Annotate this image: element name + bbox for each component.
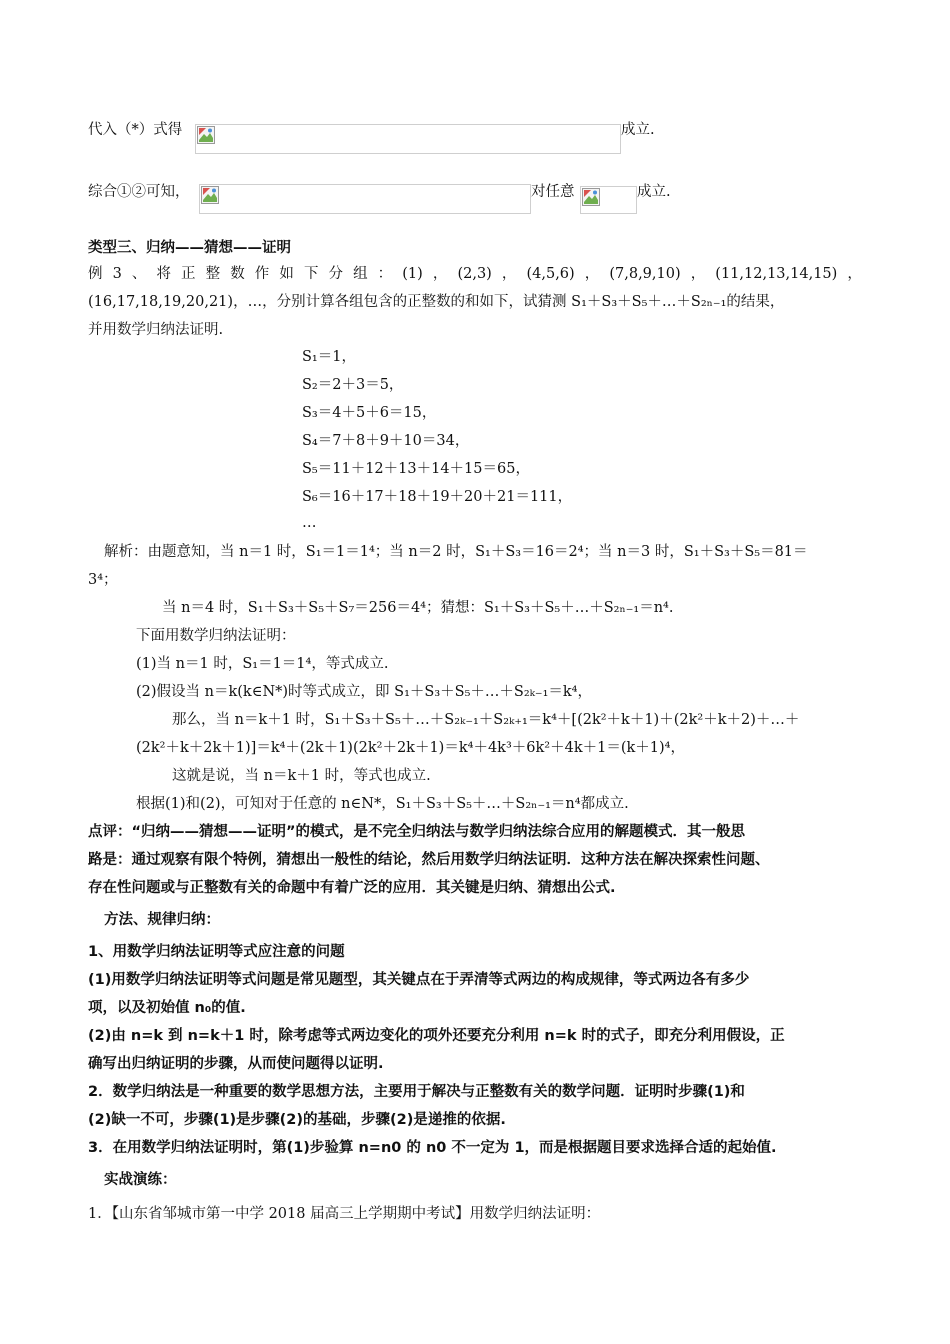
solution-line-3: 当 n＝4 时，S₁＋S₃＋S₅＋S₇＝256＝4⁴；猜想：S₁＋S₃＋S₅＋…＋S₂ₙ₋₁＝n⁴. — [162, 600, 674, 616]
example-token: (4,5,6) — [526, 266, 575, 282]
conclusion-line — [88, 182, 190, 202]
example-token: ， — [501, 266, 517, 282]
example-token: 整 — [205, 266, 221, 282]
sum-s4: S₄＝7＋8＋9＋10＝34， — [302, 433, 470, 449]
methods-p3b: (2)缺一不可，步骤(1)是步骤(2)的基础，步骤(2)是递推的依据. — [88, 1112, 506, 1128]
methods-heading-1: 1、用数学归纳法证明等式应注意的问题 — [88, 944, 345, 960]
practice-title: 实战演练： — [104, 1172, 177, 1188]
sum-s6: S₆＝16＋17＋18＋19＋20＋21＝111， — [302, 489, 573, 505]
example-token: (11,12,13,14,15) — [715, 266, 838, 282]
example-token: 如 — [279, 266, 294, 282]
comment-line-3: 存在性问题或与正整数有关的命题中有着广泛的应用．其关键是归纳、猜想出公式. — [88, 880, 616, 896]
example-token: 数 — [230, 266, 245, 282]
example-line-3: 并用数学归纳法证明. — [88, 322, 224, 338]
solution-line-2: 3⁴； — [88, 572, 118, 588]
conclusion-suffix-line — [637, 182, 671, 202]
sum-s3: S₃＝4＋5＋6＝15， — [302, 405, 437, 421]
broken-image-icon — [201, 186, 219, 204]
sum-s1: S₁＝1， — [302, 349, 356, 365]
solution-line-5: (1)当 n＝1 时，S₁＝1＝1⁴，等式成立. — [136, 656, 389, 672]
example-token: ， — [584, 266, 600, 282]
practice-question-1: 1．【山东省邹城市第一中学 2018 届高三上学期期中考试】用数学归纳法证明： — [88, 1206, 601, 1222]
methods-p2a: (2)由 n=k 到 n=k＋1 时，除考虑等式两边变化的项外还要充分利用 n=k 时的式子，即充分利用假设，正 — [88, 1028, 785, 1044]
solution-line-7: 那么，当 n＝k＋1 时，S₁＋S₃＋S₅＋…＋S₂ₖ₋₁＋S₂ₖ₊₁＝k⁴＋[(2k²＋k＋1)＋(2k²＋k＋2)＋…＋ — [172, 712, 800, 728]
substitution-suffix-line — [621, 120, 655, 140]
sum-ellipsis: … — [302, 515, 317, 531]
methods-p2b: 确写出归纳证明的步骤，从而使问题得以证明. — [88, 1056, 384, 1072]
conclusion-suffix: 成立. — [637, 184, 671, 200]
formula-image-1 — [195, 124, 621, 154]
solution-line-9: 这就是说，当 n＝k＋1 时，等式也成立. — [172, 768, 431, 784]
example-line-1 — [88, 264, 862, 284]
example-token: 、 — [131, 266, 147, 282]
broken-image-icon — [582, 188, 600, 206]
example-token: ： — [377, 266, 393, 282]
solution-line-6: (2)假设当 n＝k(k∈N*)时等式成立，即 S₁＋S₃＋S₅＋…＋S₂ₖ₋₁＝k⁴， — [136, 684, 592, 700]
substitution-prefix: 代入（*）式得 — [88, 122, 183, 138]
methods-p1a: (1)用数学归纳法证明等式问题是常见题型，其关键点在于弄清等式两边的构成规律，等式两边各有多少 — [88, 972, 750, 988]
broken-image-icon — [197, 126, 215, 144]
substitution-suffix: 成立. — [621, 122, 655, 138]
substitution-line — [88, 120, 182, 140]
example-token: ， — [847, 266, 862, 282]
methods-p4: 3．在用数学归纳法证明时，第(1)步验算 n=n0 的 n0 不一定为 1，而是根据题目要求选择合适的起始值. — [88, 1140, 777, 1156]
example-token: (1) — [402, 266, 423, 282]
example-token: (7,8,9,10) — [609, 266, 681, 282]
example-line-2: (16,17,18,19,20,21)，…，分别计算各组包含的正整数的和如下，试猜测 S₁＋S₃＋S₅＋…＋S₂ₙ₋₁的结果， — [88, 294, 785, 310]
example-token: 分 — [328, 266, 344, 282]
formula-image-3 — [580, 186, 637, 214]
formula-image-2 — [199, 184, 531, 214]
methods-p1b: 项，以及初始值 n₀的值. — [88, 1000, 246, 1016]
solution-line-8: (2k²＋k＋2k＋1)]＝k⁴＋(2k＋1)(2k²＋2k＋1)＝k⁴＋4k³＋6k²＋4k＋1＝(k＋1)⁴， — [136, 740, 685, 756]
example-token: ， — [432, 266, 448, 282]
solution-line-10: 根据(1)和(2)，可知对于任意的 n∈N*，S₁＋S₃＋S₅＋…＋S₂ₙ₋₁＝n⁴都成立. — [136, 796, 629, 812]
example-token: (2,3) — [457, 266, 492, 282]
methods-p3a: 2．数学归纳法是一种重要的数学思想方法，主要用于解决与正整数有关的数学问题．证明时步骤(1)和 — [88, 1084, 745, 1100]
solution-line-4: 下面用数学归纳法证明： — [136, 628, 296, 644]
example-token: 3 — [112, 266, 122, 282]
section-title: 类型三、归纳——猜想——证明 — [88, 240, 291, 256]
example-token: 将 — [156, 266, 171, 282]
sum-s5: S₅＝11＋12＋13＋14＋15＝65， — [302, 461, 530, 477]
example-token: 下 — [303, 266, 319, 282]
methods-title: 方法、规律归纳： — [104, 912, 220, 928]
example-token: 组 — [353, 266, 368, 282]
conclusion-mid: 对任意 — [531, 184, 575, 200]
example-token: 例 — [88, 266, 103, 282]
sum-s2: S₂＝2＋3＝5， — [302, 377, 404, 393]
comment-line-2: 路是：通过观察有限个特例，猜想出一般性的结论，然后用数学归纳法证明．这种方法在解决探索性问题、 — [88, 852, 770, 868]
example-token: ， — [690, 266, 706, 282]
example-token: 作 — [254, 266, 270, 282]
comment-line-1: 点评：“归纳——猜想——证明”的模式，是不完全归纳法与数学归纳法综合应用的解题模式．其一般思 — [88, 824, 746, 840]
solution-line-1: 解析：由题意知，当 n＝1 时，S₁＝1＝1⁴；当 n＝2 时，S₁＋S₃＝16＝2⁴；当 n＝3 时，S₁＋S₃＋S₅＝81＝ — [104, 544, 808, 560]
example-token: 正 — [181, 266, 196, 282]
conclusion-mid-line — [531, 182, 575, 202]
conclusion-prefix: 综合①②可知， — [88, 184, 190, 200]
